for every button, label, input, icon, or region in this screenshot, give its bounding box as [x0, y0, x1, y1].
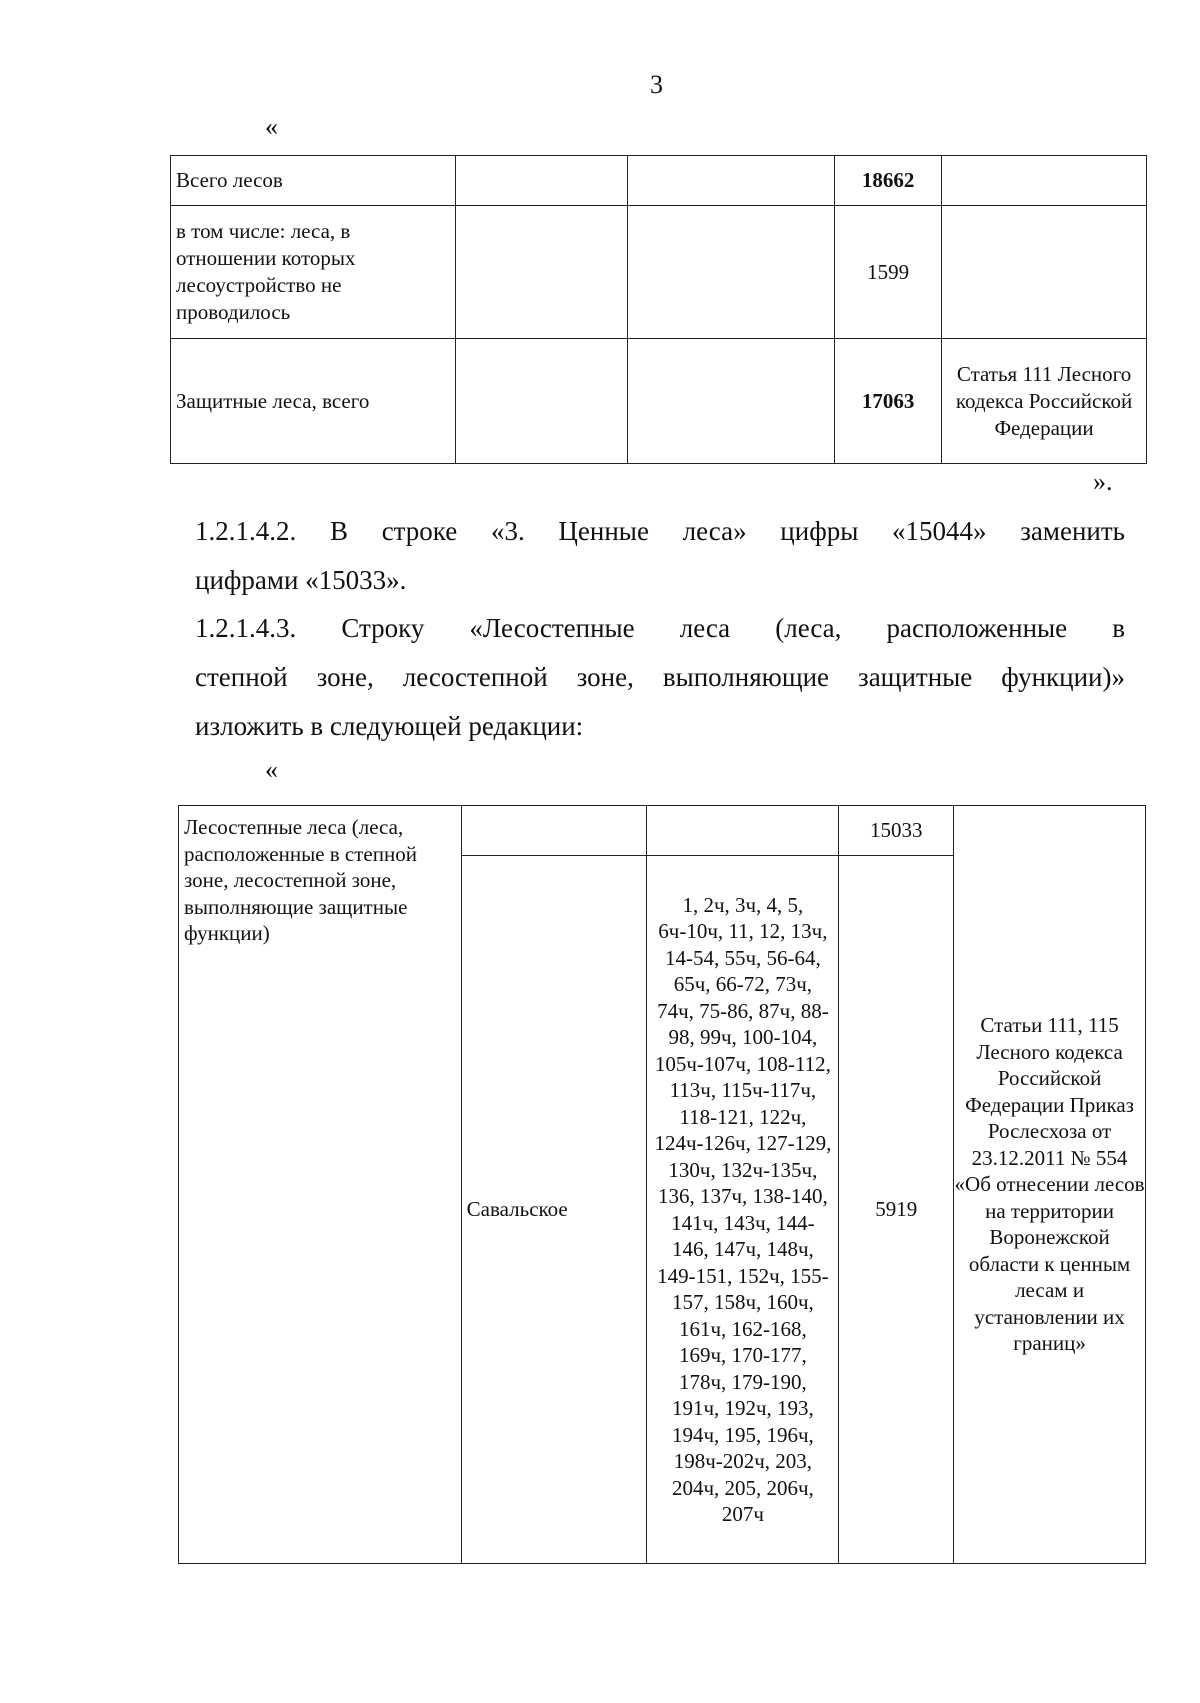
legal-basis — [942, 206, 1147, 339]
row-name: Защитные леса, всего — [171, 339, 456, 464]
legal-basis: Статья 111 Лесного кодекса Российской Федерации — [942, 339, 1147, 464]
area-value: 18662 — [835, 156, 942, 206]
paragraph-1-line-2: цифрами «15033». — [195, 565, 407, 595]
table-row — [171, 156, 1147, 206]
page-number: 3 — [650, 70, 663, 99]
table-row — [179, 806, 1146, 856]
forestry-name: Савальское — [461, 856, 647, 1564]
paragraph-2-line-3: изложить в следующей редакции: — [195, 711, 584, 741]
row-name: в том числе: леса, в отношении которых лесоустройство не проводилось — [171, 206, 456, 339]
forest-steppe-table — [178, 805, 1146, 1564]
area-value: 17063 — [835, 339, 942, 464]
area-value: 5919 — [839, 856, 954, 1564]
quarter-numbers: 1, 2ч, 3ч, 4, 5, 6ч-10ч, 11, 12, 13ч, 14-54, 55ч, 56-64, 65ч, 66-72, 73ч, 74ч, 75-86, 87ч, 88-98, 99ч, 100-104, 105ч-107ч, 108-112, 113ч, 115ч-117ч, 118-121, 122ч, 124ч-126ч, 127-129, 130ч, 132ч-135ч, 136, 137ч, 138-140, 141ч, 143ч, 144-146, 147ч, 148ч, 149-151, 152ч, 155-157, 158ч, 160ч, 161ч, 162-168, 169ч, 170-177, 178ч, 179-190, 191ч, 192ч, 193, 194ч, 195, 196ч, 198ч-202ч, 203, 204ч, 205, 206ч, 207ч — [647, 856, 839, 1564]
cell-empty — [627, 339, 835, 464]
legal-basis — [942, 156, 1147, 206]
cell-empty — [627, 156, 835, 206]
cell-empty — [627, 206, 835, 339]
quote-close: ». — [1093, 467, 1113, 496]
table-row — [171, 206, 1147, 339]
quote-open-2: « — [265, 755, 278, 784]
area-value: 1599 — [835, 206, 942, 339]
category-name: Лесостепные леса (леса, расположенные в степной зоне, лесостепной зоне, выполняющие защитные функции) — [179, 806, 462, 1564]
legal-basis: Статьи 111, 115 Лесного кодекса Российской Федерации Приказ Рослесхоза от 23.12.2011 № 554 «Об отнесении лесов на территории Воронежской области к ценным лесам и установлении их границ» — [954, 806, 1146, 1564]
paragraph-1-line-1: 1.2.1.4.2. В строке «3. Ценные леса» цифры «15044» заменить — [195, 516, 1125, 546]
forest-summary-table — [170, 155, 1147, 464]
total-area: 15033 — [839, 806, 954, 856]
cell-empty — [455, 206, 627, 339]
cell-empty — [461, 806, 647, 856]
cell-empty — [647, 806, 839, 856]
cell-empty — [455, 339, 627, 464]
paragraph-2-line-2: степной зоне, лесостепной зоне, выполняющие защитные функции)» — [195, 662, 1125, 692]
cell-empty — [455, 156, 627, 206]
table-row — [171, 339, 1147, 464]
row-name: Всего лесов — [171, 156, 456, 206]
paragraph-2-line-1: 1.2.1.4.3. Строку «Лесостепные леса (леса, расположенные в — [195, 613, 1125, 643]
quote-open-1: « — [265, 112, 278, 141]
